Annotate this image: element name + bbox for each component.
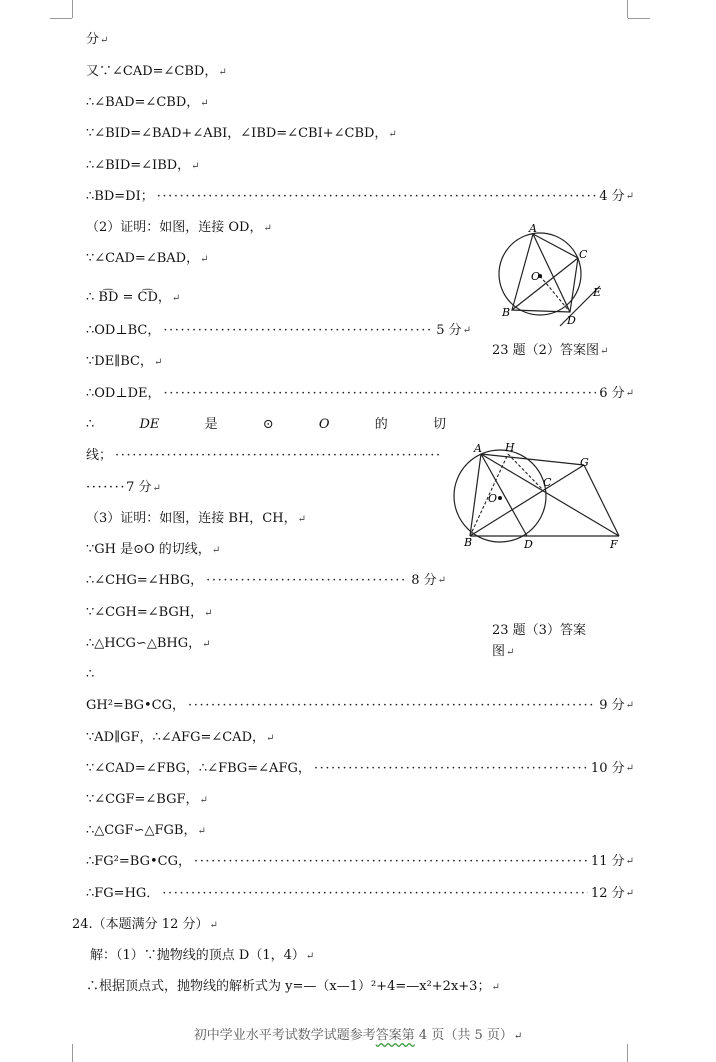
page-footer: 初中学业水平考试数学试题参考答案第 4 页（共 5 页）↵ bbox=[193, 1028, 523, 1043]
crop-mark bbox=[627, 0, 628, 18]
figure-label: A bbox=[529, 222, 537, 235]
text-line: 解：（1）∵抛物线的顶点 D（1，4）↵ bbox=[90, 948, 315, 963]
dot-line: 线； ····· bbox=[86, 446, 442, 466]
text-line: ∴ bbox=[86, 667, 95, 682]
score-line: ∴OD⊥BC， ····· 5 分 ↵ bbox=[86, 321, 471, 341]
score: 6 分 bbox=[599, 386, 625, 401]
figure-caption: 图↵ bbox=[492, 644, 515, 659]
justified-line: ∴ DE 是 ⊙ O 的 切 bbox=[86, 417, 446, 432]
figure-label: O bbox=[488, 492, 498, 505]
question-heading: 24.（本题满分 12 分）↵ bbox=[72, 917, 218, 932]
crop-mark bbox=[50, 18, 72, 19]
text-line: ∵∠CGF=∠BGF，↵ bbox=[86, 792, 208, 807]
score-line: ∴FG=HG． ····· 12 分 ↵ bbox=[86, 884, 634, 904]
score-line: ∴BD=DI； ····· 4 分 ↵ bbox=[86, 187, 634, 207]
text-line: ∵∠CGH=∠BGH，↵ bbox=[86, 605, 213, 620]
score-line: ∴OD⊥DE， ····· 6 分 ↵ bbox=[86, 384, 634, 404]
text-line: ∴△HCG∽△BHG，↵ bbox=[86, 636, 211, 651]
crop-mark bbox=[627, 1044, 628, 1062]
geometry-figure-1 bbox=[490, 220, 615, 330]
score: 9 分 bbox=[599, 698, 625, 713]
figure-label: O bbox=[531, 270, 541, 283]
text-line: ∴根据顶点式，抛物线的解析式为 y=—（x—1）²+4=—x²+2x+3；↵ bbox=[86, 979, 500, 994]
text-line: ∵AD∥GF，∴∠AFG=∠CAD，↵ bbox=[86, 730, 275, 745]
score: 5 分 bbox=[436, 323, 462, 338]
figure-label: D bbox=[524, 538, 533, 551]
text-line: 又∵∠CAD=∠CBD，↵ bbox=[86, 64, 227, 79]
score: 10 分 bbox=[590, 761, 625, 776]
text-line: （3）证明：如图，连接 BH，CH，↵ bbox=[86, 511, 306, 526]
figure-label: C bbox=[543, 476, 552, 489]
figure-label: G bbox=[580, 456, 589, 469]
score: 12 分 bbox=[590, 886, 625, 901]
text-line: ∵∠BID=∠BAD+∠ABI，∠IBD=∠CBI+∠CBD，↵ bbox=[86, 126, 397, 141]
text-line: ∴ B͡D = C͡D，↵ bbox=[86, 290, 181, 305]
figure-label: C bbox=[579, 248, 588, 261]
text-line: ∵DE∥BC，↵ bbox=[86, 354, 163, 369]
text-line: ∴∠BAD=∠CBD，↵ bbox=[86, 95, 209, 110]
score: 8 分 bbox=[411, 573, 437, 588]
figure-caption: 23 题（2）答案图↵ bbox=[492, 343, 609, 358]
text-line: （2）证明：如图，连接 OD，↵ bbox=[86, 220, 272, 235]
text-line: ∴△CGF∽△FGB，↵ bbox=[86, 823, 206, 838]
score: 11 分 bbox=[590, 854, 625, 869]
score-line: ∴∠CHG=∠HBG， ····· 8 分 ↵ bbox=[86, 571, 446, 591]
figure-label: D bbox=[567, 314, 576, 327]
crop-mark bbox=[628, 18, 650, 19]
figure-label: F bbox=[610, 538, 618, 551]
text-line: ∵∠CAD=∠BAD，↵ bbox=[86, 251, 209, 266]
geometry-figure-2 bbox=[450, 438, 630, 553]
figure-label: H bbox=[505, 441, 515, 454]
text-line: 分↵ bbox=[86, 32, 109, 47]
text-line: ∴∠BID=∠IBD，↵ bbox=[86, 158, 200, 173]
figure-label: E bbox=[593, 286, 602, 299]
figure-label: B bbox=[464, 536, 473, 549]
crop-mark bbox=[72, 1044, 73, 1062]
score-line: ∴FG²=BG•CG， ····· 11 分 ↵ bbox=[86, 852, 634, 872]
figure-label: A bbox=[474, 442, 482, 455]
score-line: ·······7 分↵ bbox=[86, 480, 161, 495]
figure-caption: 23 题（3）答案 bbox=[492, 623, 586, 638]
score-line: ∵∠CAD=∠FBG，∴∠FBG=∠AFG， ····· 10 分 ↵ bbox=[86, 759, 634, 779]
text-line: ∵GH 是⊙O 的切线，↵ bbox=[86, 542, 221, 557]
score-line: GH²=BG•CG， ····· 9 分 ↵ bbox=[86, 696, 634, 716]
figure-label: B bbox=[502, 306, 511, 319]
crop-mark bbox=[72, 0, 73, 18]
score: 4 分 bbox=[599, 189, 625, 204]
